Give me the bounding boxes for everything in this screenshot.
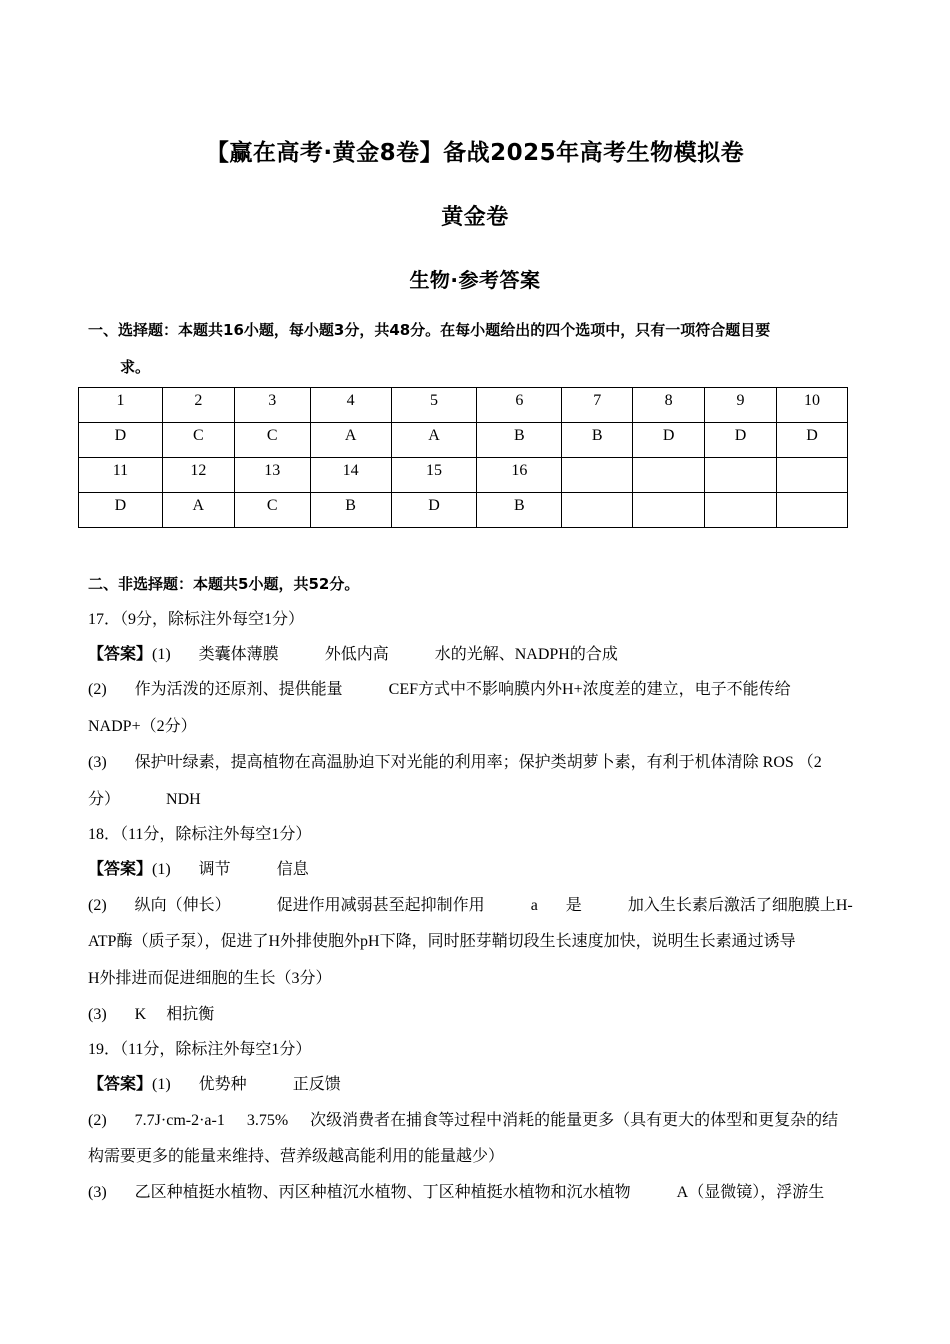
table-cell: 8 (633, 388, 705, 423)
table-row (79, 458, 848, 493)
part1-heading: 一、选择题：本题共16小题，每小题3分，共48分。在每小题给出的四个选项中，只有一项符合题目要 (88, 321, 771, 339)
table-cell: D (705, 423, 777, 458)
answer-text: a (530, 897, 538, 914)
table-cell (633, 493, 705, 528)
table-cell: 2 (162, 388, 234, 423)
table-cell: 14 (310, 458, 391, 493)
q17-answer-5 (88, 790, 868, 810)
sub-number: (3) (88, 754, 107, 771)
answer-label: 【答案】 (88, 1076, 153, 1093)
answer-text: 3.75% (246, 1112, 289, 1129)
table-cell: D (391, 493, 477, 528)
table-cell: 6 (477, 388, 562, 423)
table-cell: 10 (776, 388, 847, 423)
q17-heading: 17．（9分，除标注外每空1分） (88, 611, 305, 628)
q19-answer-4 (88, 1183, 868, 1203)
part1-heading-continued: 求。 (120, 358, 151, 376)
answer-text: 促进作用减弱甚至起抑制作用 (276, 897, 485, 914)
sub-number: (1) (152, 861, 171, 878)
answer-text: 信息 (276, 861, 309, 878)
table-cell: C (234, 493, 310, 528)
table-cell (562, 458, 633, 493)
q19-answer-2 (88, 1111, 868, 1131)
q19-answer-3: 构需要更多的能量来维持、营养级越高能利用的能量越少） (88, 1148, 505, 1165)
table-cell: C (162, 423, 234, 458)
table-cell: C (234, 423, 310, 458)
table-cell: D (79, 493, 163, 528)
table-cell: 11 (79, 458, 163, 493)
part2-heading: 二、非选择题：本题共5小题，共52分。 (88, 575, 360, 593)
q19-heading: 19．（11分，除标注外每空1分） (88, 1041, 312, 1058)
document-title: 【赢在高考·黄金8卷】备战2025年高考生物模拟卷 (205, 140, 745, 166)
answer-text: 优势种 (198, 1076, 247, 1093)
answer-table (78, 387, 848, 528)
answer-text: 加入生长素后激活了细胞膜上H- (627, 897, 853, 914)
q18-answer-2 (88, 896, 868, 916)
sub-number: (2) (88, 1112, 107, 1129)
table-cell: 1 (79, 388, 163, 423)
sub-number: (1) (152, 646, 171, 663)
table-cell (705, 458, 777, 493)
table-cell: 12 (162, 458, 234, 493)
answer-text: CEF方式中不影响膜内外H+浓度差的建立，电子不能传给 (388, 681, 791, 698)
table-cell: 16 (477, 458, 562, 493)
table-cell: 4 (310, 388, 391, 423)
answer-text: 正反馈 (292, 1076, 341, 1093)
answer-text: 纵向（伸长） (134, 897, 231, 914)
document-subtitle: 黄金卷 (441, 205, 509, 230)
table-cell: 15 (391, 458, 477, 493)
q18-heading: 18．（11分，除标注外每空1分） (88, 826, 312, 843)
q17-answer-4 (88, 753, 868, 773)
q18-answer-5 (88, 1005, 868, 1025)
q17-answer-1 (88, 645, 868, 665)
answer-text: 相抗衡 (166, 1006, 215, 1023)
answer-text: 作为活泼的还原剂、提供能量 (134, 681, 343, 698)
table-cell: 7 (562, 388, 633, 423)
sub-number: (3) (88, 1006, 107, 1023)
table-cell: B (477, 423, 562, 458)
answer-text: 乙区种植挺水植物、丙区种植沉水植物、丁区种植挺水植物和沉水植物 (134, 1184, 631, 1201)
answer-text: 外低内高 (324, 646, 389, 663)
answer-text: 7.7J·cm-2·a-1 (134, 1112, 225, 1129)
table-cell (562, 493, 633, 528)
table-cell (776, 458, 847, 493)
sub-number: (3) (88, 1184, 107, 1201)
table-cell: B (562, 423, 633, 458)
q18-answer-3: ATP酶（质子泵），促进了H外排使胞外pH下降，同时胚芽鞘切段生长速度加快，说明生长素通过诱导 (88, 933, 796, 950)
table-cell: 9 (705, 388, 777, 423)
answer-text: A（显微镜），浮游生 (676, 1184, 825, 1201)
sub-number: (2) (88, 897, 107, 914)
q18-answer-4: H外排进而促进细胞的生长（3分） (88, 970, 332, 987)
table-cell: 3 (234, 388, 310, 423)
table-cell: D (79, 423, 163, 458)
answer-text: 水的光解、NADPH的合成 (434, 646, 618, 663)
table-cell: D (633, 423, 705, 458)
table-cell: 5 (391, 388, 477, 423)
table-cell (633, 458, 705, 493)
table-row (79, 423, 848, 458)
answer-text: 类囊体薄膜 (198, 646, 279, 663)
answer-text: 调节 (198, 861, 231, 878)
answer-text: 次级消费者在捕食等过程中消耗的能量更多（具有更大的体型和更复杂的结 (310, 1112, 839, 1129)
table-cell: B (477, 493, 562, 528)
table-cell: 13 (234, 458, 310, 493)
q17-answer-3: NADP+（2分） (88, 718, 197, 735)
answer-label: 【答案】 (88, 646, 153, 663)
table-cell (776, 493, 847, 528)
table-cell (705, 493, 777, 528)
answer-text: 分） (88, 791, 121, 808)
answer-text: NDH (166, 791, 201, 808)
answer-label: 【答案】 (88, 861, 153, 878)
q17-answer-2 (88, 680, 868, 700)
table-cell: A (391, 423, 477, 458)
table-cell: A (162, 493, 234, 528)
table-row (79, 388, 848, 423)
answer-text: 是 (565, 897, 582, 914)
q19-answer-1 (88, 1075, 868, 1095)
answer-text: K (134, 1006, 147, 1023)
table-cell: A (310, 423, 391, 458)
table-cell: B (310, 493, 391, 528)
section-title: 生物·参考答案 (409, 268, 541, 292)
sub-number: (1) (152, 1076, 171, 1093)
q18-answer-1 (88, 860, 868, 880)
table-row (79, 493, 848, 528)
table-cell: D (776, 423, 847, 458)
answer-text: 保护叶绿素，提高植物在高温胁迫下对光能的利用率；保护类胡萝卜素，有利于机体清除 ROS （2 (134, 754, 822, 771)
sub-number: (2) (88, 681, 107, 698)
